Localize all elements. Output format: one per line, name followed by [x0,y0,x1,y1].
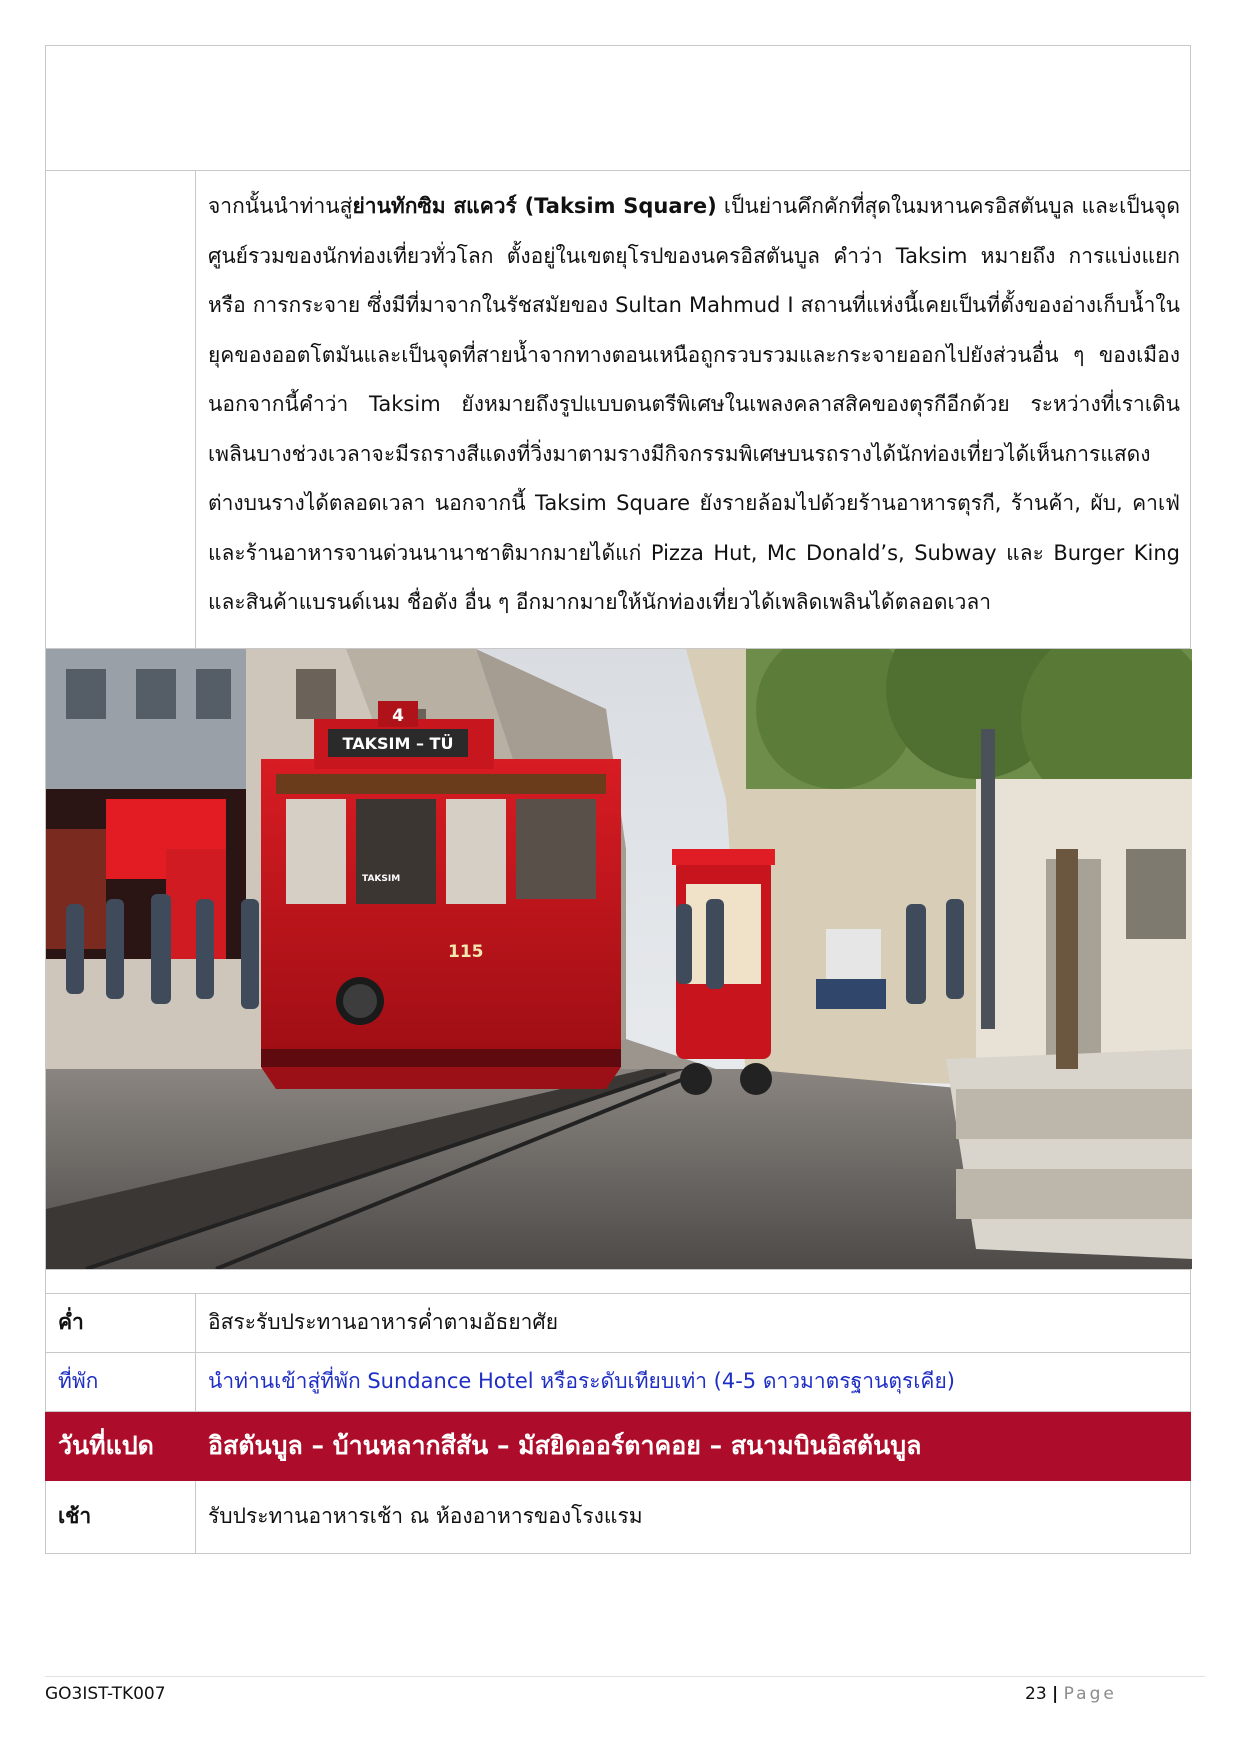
dinner-row [46,1293,1191,1352]
spacer-row [46,1269,1191,1293]
tram-destination-sign: TAKSIM – TÜ [342,733,454,753]
footer-code: GO3IST-TK007 [45,1684,166,1704]
photo-row [46,648,1191,1269]
description-row [46,171,1191,649]
taksim-square-heading: ย่านทักซิม สแควร์ (Taksim Square) [352,194,717,218]
accommodation-text: นำท่านเข้าสู่ที่พัก Sundance Hotel หรือระดับเทียบเท่า (4-5 ดาวมาตรฐานตุรเคีย) [196,1352,1191,1411]
dinner-label: ค่ำ [46,1293,196,1352]
breakfast-row [46,1480,1191,1553]
page-separator: | [1052,1684,1059,1704]
day-eight-header [46,1411,1191,1480]
tram-fleet-number: 115 [448,941,484,962]
tram-window-label: TAKSIM [362,873,401,884]
page-number: 23 [1025,1684,1047,1704]
day-label: วันที่แปด [46,1411,196,1480]
footer-divider [45,1676,1205,1677]
day-title: อิสตันบูล – บ้านหลากสีสัน – มัสยิดออร์ตาคอย – สนามบินอิสตันบูล [196,1411,1191,1480]
accommodation-row [46,1352,1191,1411]
accommodation-label: ที่พัก [46,1352,196,1411]
footer-page [1025,1684,1117,1704]
breakfast-text: รับประทานอาหารเช้า ณ ห้องอาหารของโรงแรม [196,1480,1191,1553]
tram-route-number: 4 [392,705,404,726]
empty-row [46,46,1191,171]
taksim-description: จากนั้นนำท่านสู่ย่านทักซิม สแควร์ (Taksim Square) เป็นย่านคึกคักที่สุดในมหานครอิสตันบูล และเป็นจุดศูนย์รวมของนักท่องเที่ยวทั่วโลก ตั้งอยู่ในเขตยุโรปของนครอิสตันบูล คำว่า Taksim หมายถึง การแบ่งแยก หรือ การกระจาย ซึ่งมีที่มาจากในรัชสมัยของ Sultan Mahmud I สถานที่แห่งนี้เคยเป็นที่ตั้งของอ่างเก็บน้ำในยุคของออตโตมันและเป็นจุดที่สายน้ำจากทางตอนเหนือถูกรวบรวมและกระจายออกไปยังส่วนอื่น ๆ ของเมืองนอกจากนี้คำว่า Taksim ยังหมายถึงรูปแบบดนตรีพิเศษในเพลงคลาสสิคของตุรกีอีกด้วย ระหว่างที่เราเดินเพลินบางช่วงเวลาจะมีรถรางสีแดงที่วิ่งมาตามรางมีกิจกรรมพิเศษบนรถรางได้นักท่องเที่ยวได้เห็นการแสดงต่างบนรางได้ตลอดเวลา นอกจากนี้ Taksim Square ยังรายล้อมไปด้วยร้านอาหารตุรกี, ร้านค้า, ผับ, คาเฟ่และร้านอาหารจานด่วนนานาชาติมากมายได้แก่ Pizza Hut, Mc Donald’s, Subway และ Burger King และสินค้าแบรนด์เนม ชื่อดัง อื่น ๆ อีกมากมายให้นักท่องเที่ยวได้เพลิดเพลินได้ตลอดเวลา [208,194,1180,614]
dinner-text: อิสระรับประทานอาหารค่ำตามอัธยาศัย [196,1293,1191,1352]
taksim-tram-photo [46,649,1192,1269]
page-word: Page [1063,1684,1117,1704]
breakfast-label: เช้า [46,1480,196,1553]
itinerary-table [45,45,1191,1554]
red-tram [261,701,621,1089]
